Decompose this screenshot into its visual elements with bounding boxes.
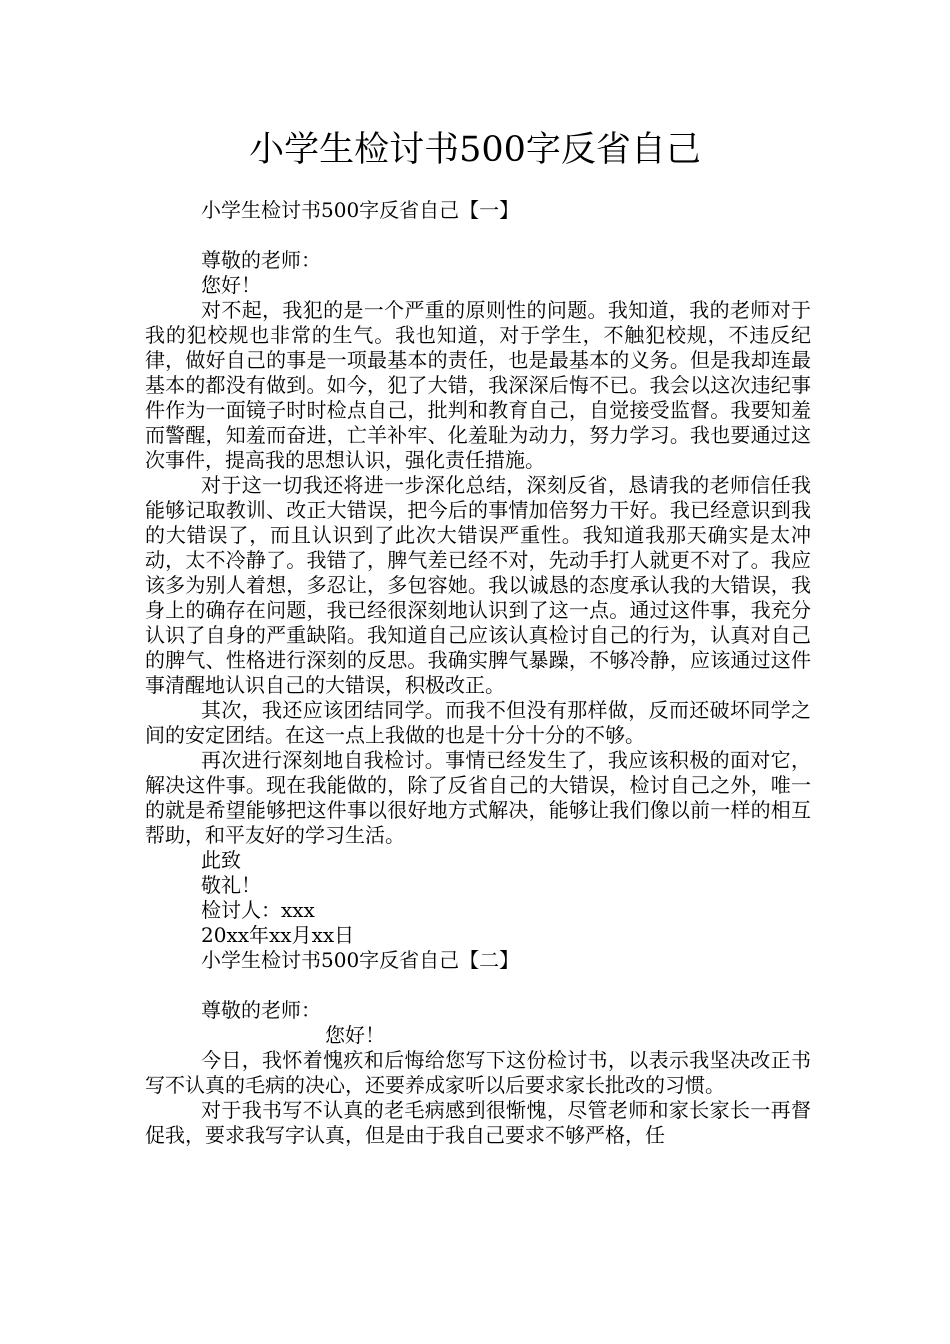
date-line: 20xx年xx月xx日: [201, 923, 355, 947]
signer-line: 检讨人：xxx: [201, 898, 315, 922]
document-title: 小学生检讨书500字反省自己: [249, 130, 701, 170]
section-heading-1: 小学生检讨书500字反省自己【一】: [201, 198, 520, 222]
greeting-2: 您好！: [325, 1023, 385, 1047]
salutation-1: 尊敬的老师：: [201, 248, 321, 272]
paragraph-1-1: 对不起，我犯的是一个严重的原则性的问题。我知道，我的老师对于我的犯校规也非常的生气。我也知道，对于学生，不触犯校规，不违反纪律，做好自己的事是一项最基本的责任，也是最基本的义务。但是我却连最基本的都没有做到。如今，犯了大错，我深深后悔不已。我会以这次违纪事件作为一面镜子时时检点自己，批判和教育自己，自觉接受监督。我要知羞而警醒，知羞而奋进，亡羊补牢、化羞耻为动力，努力学习。我也要通过这次事件，提高我的思想认识，强化责任措施。: [145, 298, 811, 472]
salutation-2: 尊敬的老师：: [201, 998, 321, 1022]
greeting-1: 您好！: [201, 273, 261, 297]
section-heading-2: 小学生检讨书500字反省自己【二】: [201, 948, 520, 972]
paragraph-1-4: 再次进行深刻地自我检讨。事情已经发生了，我应该积极的面对它，解决这件事。现在我能做的，除了反省自己的大错误，检讨自己之外，唯一的就是希望能够把这件事以很好地方式解决，能够让我们像以前一样的相互帮助，和平友好的学习生活。: [145, 748, 811, 847]
paragraph-1-3: 其次，我还应该团结同学。而我不但没有那样做，反而还破坏同学之间的安定团结。在这一点上我做的也是十分十分的不够。: [145, 698, 811, 747]
closing-line-2: 敬礼！: [201, 873, 261, 897]
paragraph-1-2: 对于这一切我还将进一步深化总结，深刻反省，恳请我的老师信任我能够记取教训、改正大错误，把今后的事情加倍努力干好。我已经意识到我的大错误了，而且认识到了此次大错误严重性。我知道我那天确实是太冲动，太不冷静了。我错了，脾气差已经不对，先动手打人就更不对了。我应该多为别人着想，多忍让，多包容她。我以诚恳的态度承认我的大错误，我身上的确存在问题，我已经很深刻地认识到了这一点。通过这件事，我充分认识了自身的严重缺陷。我知道自己应该认真检讨自己的行为，认真对自己的脾气、性格进行深刻的反思。我确实脾气暴躁，不够冷静，应该通过这件事清醒地认识自己的大错误，积极改正。: [145, 473, 811, 697]
paragraph-2-1: 今日，我怀着愧疚和后悔给您写下这份检讨书，以表示我坚决改正书写不认真的毛病的决心，还要养成家听以后要求家长批改的习惯。: [145, 1048, 811, 1097]
closing-line-1: 此致: [201, 848, 241, 872]
document-body: [145, 198, 811, 1148]
paragraph-2-2: 对于我书写不认真的老毛病感到很惭愧，尽管老师和家长家长一再督促我，要求我写字认真，但是由于我自己要求不够严格，任: [145, 1098, 811, 1147]
